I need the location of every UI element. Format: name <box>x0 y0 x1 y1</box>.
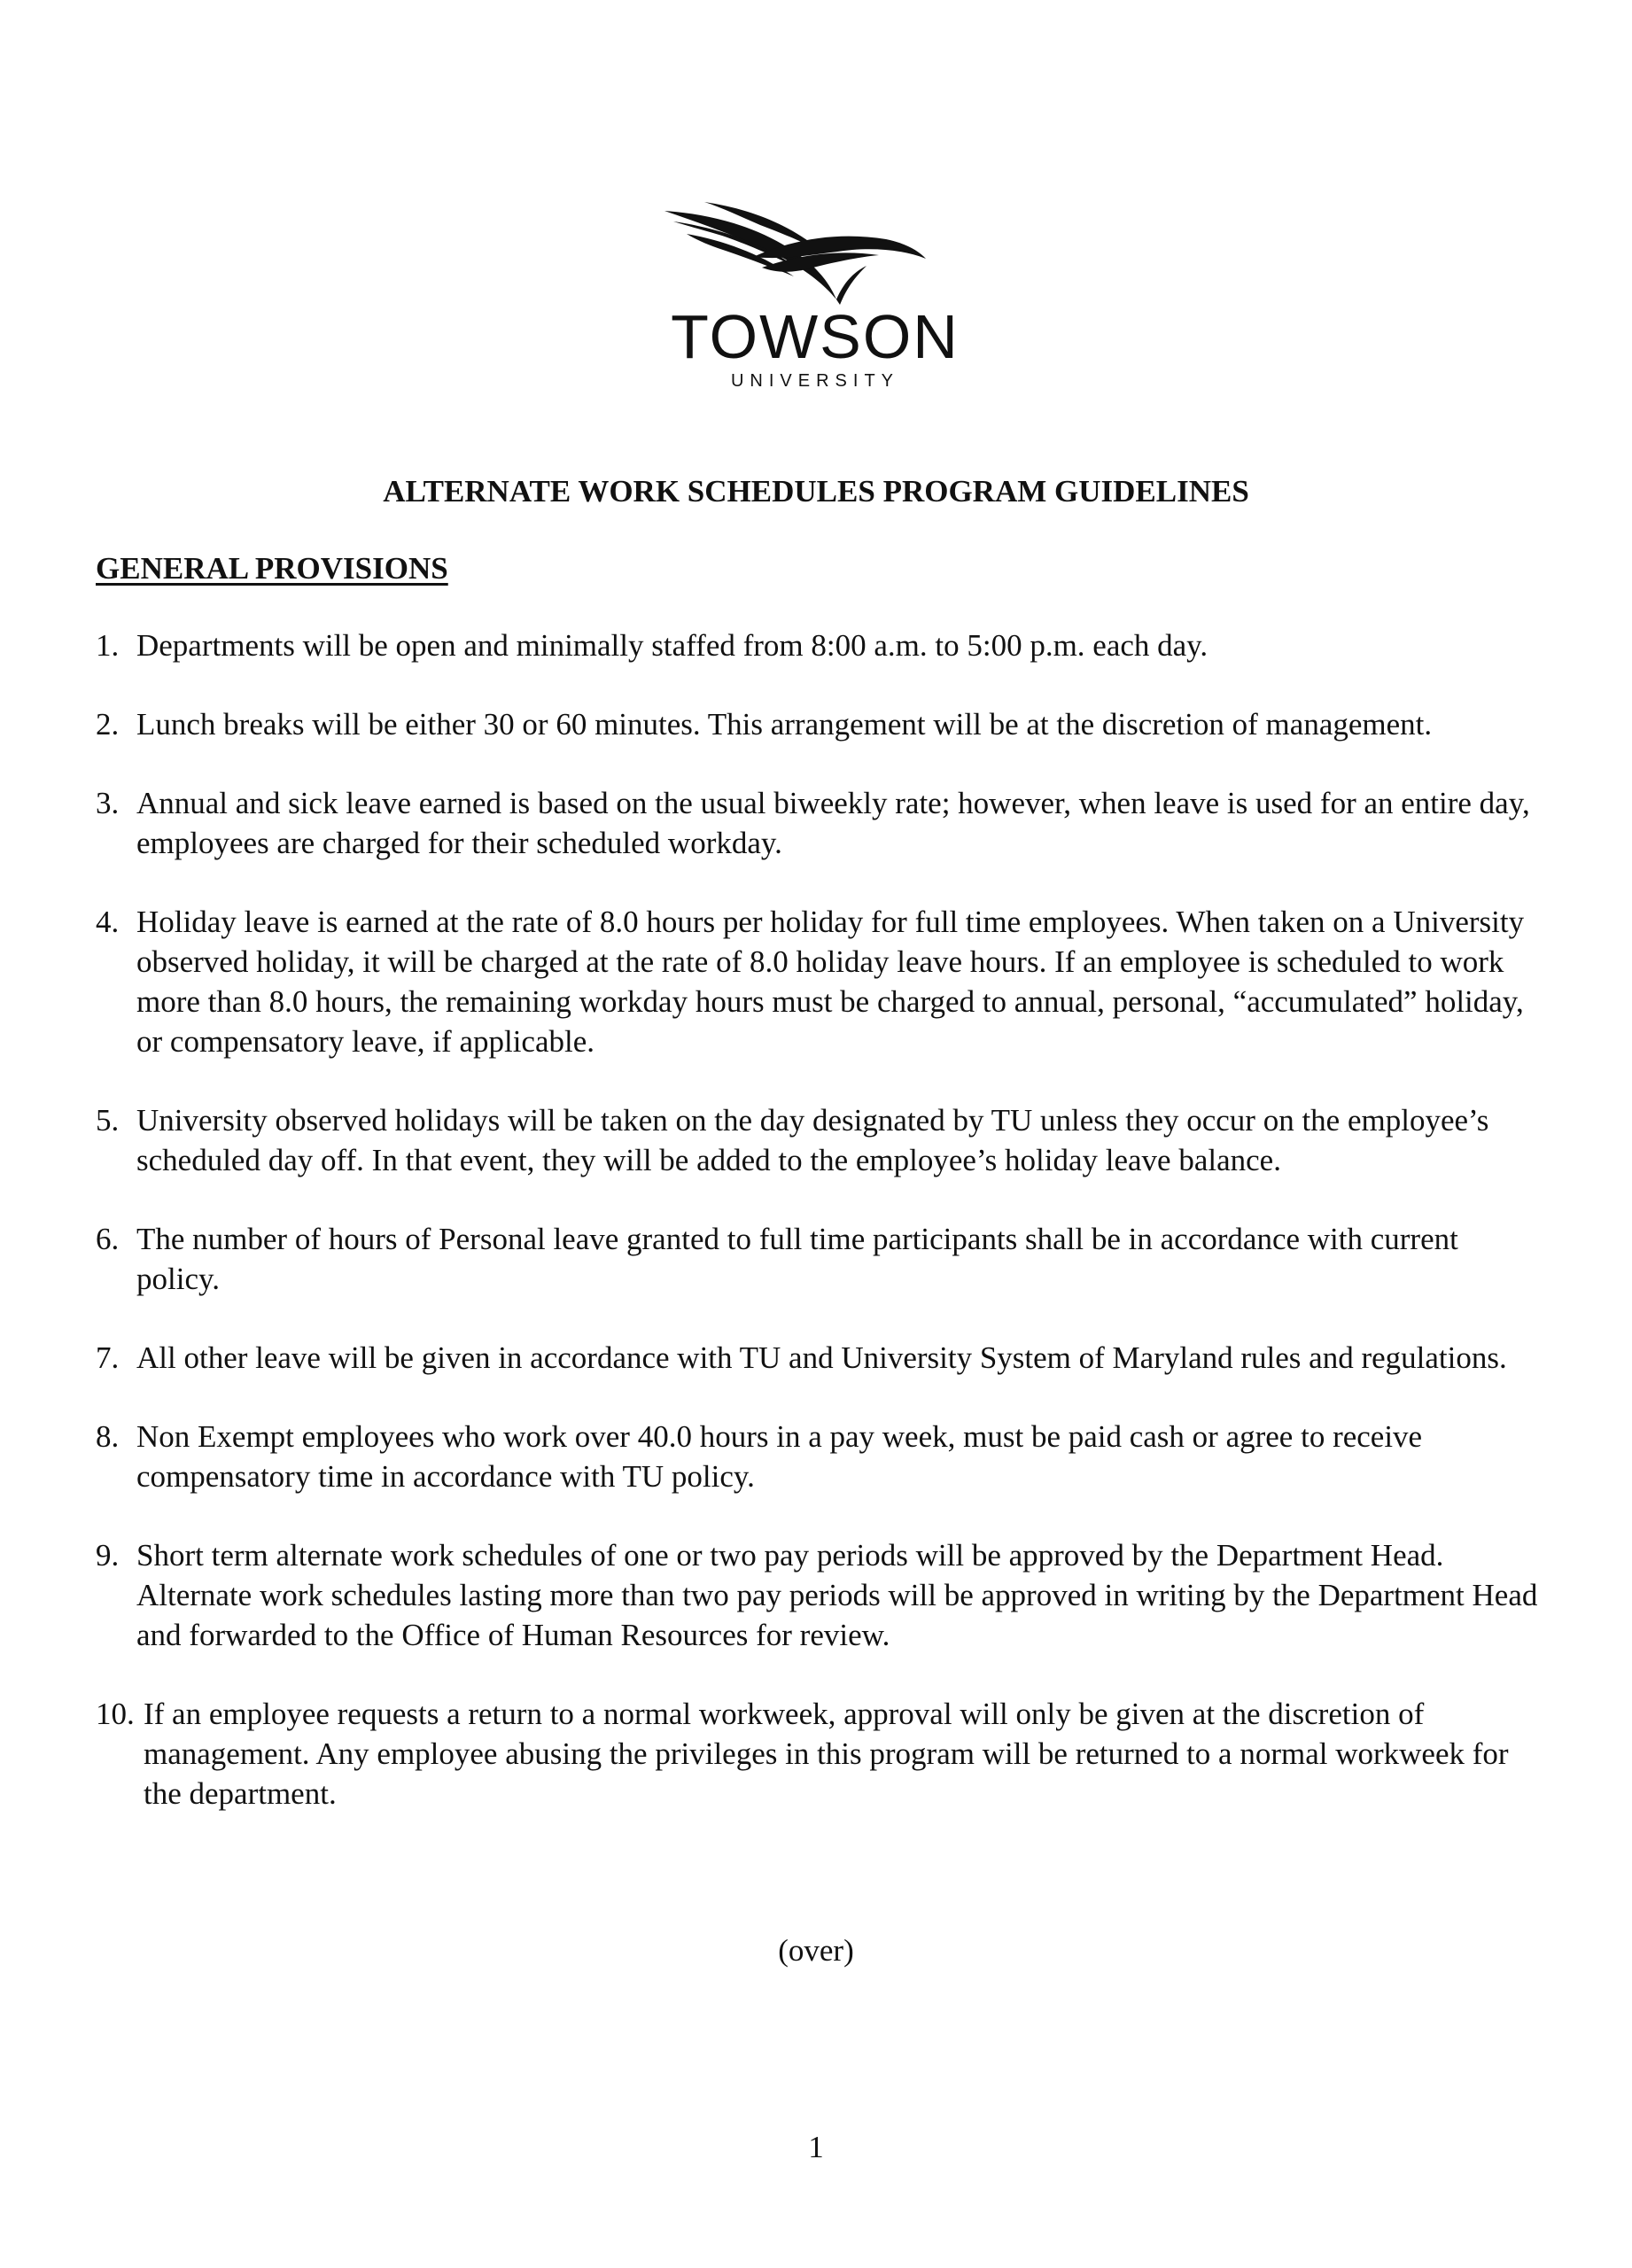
provisions-list <box>96 625 1549 1852</box>
provision-item <box>96 1535 1549 1655</box>
provision-item <box>96 902 1549 1061</box>
provision-number: 8. <box>96 1419 120 1454</box>
provision-number: 10. <box>96 1697 135 1731</box>
provision-item <box>96 1219 1549 1299</box>
provision-item <box>96 1694 1549 1814</box>
provision-number: 7. <box>96 1340 120 1375</box>
continuation-note: (over) <box>778 1933 854 1968</box>
provision-text: Lunch breaks will be either 30 or 60 minutes. This arrangement will be at the discretion of management. <box>136 707 1433 742</box>
provision-item <box>96 1100 1549 1180</box>
page-number: 1 <box>808 2130 824 2164</box>
section-heading: GENERAL PROVISIONS <box>96 551 448 586</box>
logo-subtitle: UNIVERSITY <box>730 371 900 391</box>
provision-text: Departments will be open and minimally staffed from 8:00 a.m. to 5:00 p.m. each day. <box>136 628 1208 663</box>
towson-tiger-stripe-icon <box>620 195 1010 310</box>
provision-text: University observed holidays will be taken on the day designated by TU unless they occur on the employee’s scheduled day off. In that event, they will be added to the employee’s holiday leave balance. <box>136 1103 1489 1177</box>
provision-text: Holiday leave is earned at the rate of 8.0 hours per holiday for full time employees. When taken on a University observed holiday, it will be charged at the rate of 8.0 holiday leave hours. If an employee is scheduled to work more than 8.0 hours, the remaining workday hours must be charged to annual, personal, “accumulated” holiday, or compensatory leave, if applicable. <box>136 905 1525 1059</box>
provision-text: All other leave will be given in accordance with TU and University System of Maryland rules and regulations. <box>136 1340 1507 1375</box>
logo-wordmark: TOWSON <box>671 302 960 371</box>
provision-text: If an employee requests a return to a normal workweek, approval will only be given at the discretion of management. Any employee abusing the privileges in this program will be returned to a normal workweek for the department. <box>144 1697 1509 1811</box>
provision-item <box>96 625 1549 665</box>
provision-number: 1. <box>96 628 120 663</box>
provision-text: The number of hours of Personal leave granted to full time participants shall be in accordance with current policy. <box>136 1222 1458 1296</box>
provision-number: 4. <box>96 905 120 939</box>
provision-item <box>96 1338 1549 1378</box>
provision-item <box>96 783 1549 863</box>
provision-number: 3. <box>96 786 120 820</box>
provision-item <box>96 704 1549 744</box>
provision-text: Annual and sick leave earned is based on the usual biweekly rate; however, when leave is used for an entire day, employees are charged for their scheduled workday. <box>136 786 1530 860</box>
provision-item <box>96 1417 1549 1496</box>
provision-number: 6. <box>96 1222 120 1256</box>
document-title: ALTERNATE WORK SCHEDULES PROGRAM GUIDELINES <box>383 474 1249 509</box>
university-logo <box>620 195 1010 399</box>
provision-number: 9. <box>96 1538 120 1573</box>
provision-text: Short term alternate work schedules of one or two pay periods will be approved by the Department Head. Alternate work schedules lasting more than two pay periods will be approved in writing by the Department Head and forwarded to the Office of Human Resources for review. <box>136 1538 1538 1652</box>
provision-number: 5. <box>96 1103 120 1138</box>
provision-text: Non Exempt employees who work over 40.0 hours in a pay week, must be paid cash or agree to receive compensatory time in accordance with TU policy. <box>136 1419 1423 1494</box>
provision-number: 2. <box>96 707 120 742</box>
